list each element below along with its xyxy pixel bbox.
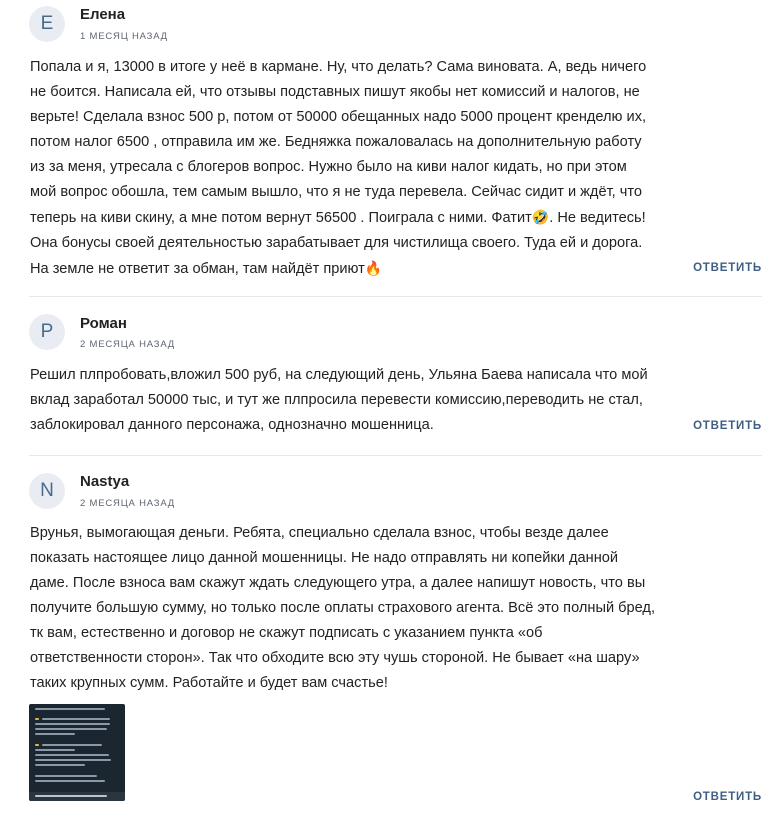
comment-author[interactable]: Елена xyxy=(80,6,126,23)
comment-text: Решил плпробовать,вложил 500 руб, на следующий день, Ульяна Баева написала что мой вклад заработал 50000 тыс, и тут же плпросила перевести комиссию,переводить не стал, заблокировал данного персонажа, однозначно мошенница. xyxy=(30,367,648,433)
divider xyxy=(29,455,762,456)
reply-button[interactable]: ОТВЕТИТЬ xyxy=(693,791,762,803)
avatar[interactable]: Е xyxy=(29,6,65,42)
comment-author[interactable]: Nastya xyxy=(80,473,130,490)
comment-text: Попала и я, 13000 в итоге у неё в кармане. Ну, что делать? Сама виновата. А, ведь ничего не боится. Написала ей, что отзывы подставных пишут якобы нет комиссий и налогов, не верьте! Сделала взнос 500 р, потом от 50000 обещанных надо 5000 процент кренделю их, потом налог 6500 , отправила им же. Бедняжка пожаловалась на дополнительную работу из за меня, утресала с блогеров вопрос. Нужно было на киви налог кидать, но при этом мой вопрос обошла, тем самым вышло, что я не туда перевела. Сейчас сидит и ждёт, что теперь на киви скину, а мне потом вернут 56500 . Поиграла с ними. Фатит🤣. Не ведитесь! Она бонусы своей деятельностью зарабатывает для чистилища своего. Туда ей и дорога. На земле не ответит за обман, там найдёт приют🔥 xyxy=(30,59,647,277)
attachment-thumbnail[interactable] xyxy=(29,704,125,801)
reply-button[interactable]: ОТВЕТИТЬ xyxy=(693,420,762,432)
comment-date: 1 МЕСЯЦ НАЗАД xyxy=(80,31,168,42)
comment-text: Врунья, вымогающая деньги. Ребята, специально сделала взнос, чтобы везде далее показать настоящее лицо данной мошенницы. Не надо отправлять ни копейки данной даме. После взноса вам скажут ждать следующего утра, а далее напишут новость, что вы получите большую сумму, но только после оплаты страхового агента. Всё это полный бред, тк вам, естественно и договор не скажут подписать с указанием пункта «об ответственности сторон». Так что обходите всю эту чушь стороной. Не бывает «на шару» таких крупных сумм. Работайте и будет вам счастье! xyxy=(30,525,655,691)
laughing-emoji-icon: 🤣 xyxy=(531,209,550,225)
avatar[interactable]: N xyxy=(29,473,65,509)
comment-date: 2 МЕСЯЦА НАЗАД xyxy=(80,339,176,350)
comment-date: 2 МЕСЯЦА НАЗАД xyxy=(80,498,176,509)
fire-emoji-icon: 🔥 xyxy=(364,260,383,276)
comment-author[interactable]: Роман xyxy=(80,315,127,332)
avatar[interactable]: Р xyxy=(29,314,65,350)
divider xyxy=(29,296,762,297)
reply-button[interactable]: ОТВЕТИТЬ xyxy=(693,262,762,274)
